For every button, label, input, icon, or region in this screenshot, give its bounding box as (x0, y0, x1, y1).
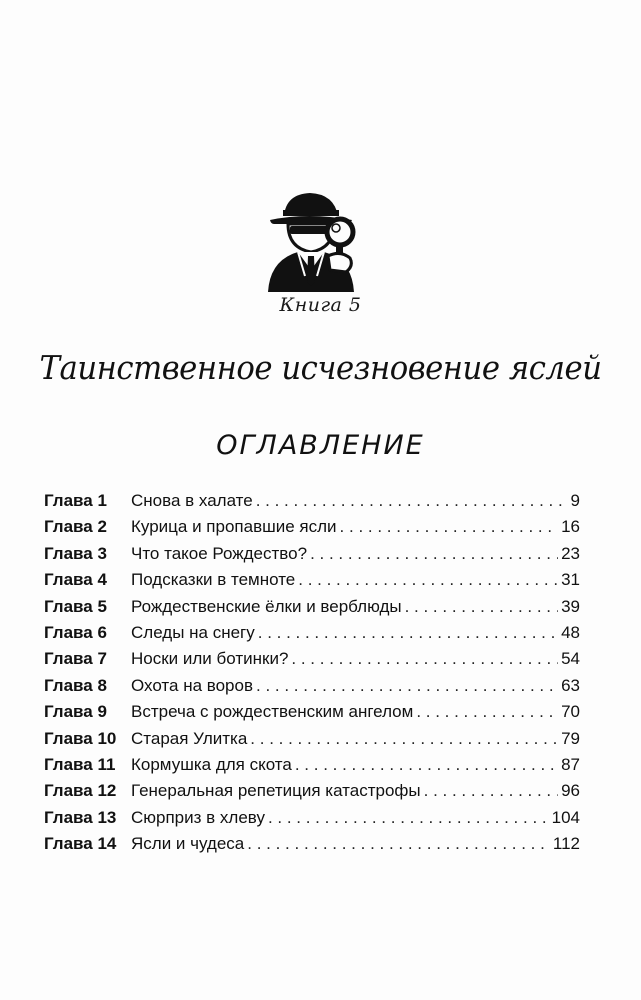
book-number-label: Книга 5 (279, 294, 362, 316)
table-of-contents (44, 488, 580, 857)
toc-page-number: 23 (561, 543, 580, 563)
toc-title: Ясли и чудеса (131, 834, 245, 854)
toc-chapter: Глава 2 (44, 517, 107, 537)
toc-row (44, 541, 580, 567)
toc-row (44, 778, 580, 804)
toc-leader-dots (268, 805, 549, 831)
toc-leader-dots (258, 620, 558, 646)
toc-title: Генеральная репетиция катастрофы (131, 781, 421, 801)
toc-chapter: Глава 10 (44, 728, 117, 748)
toc-chapter: Глава 7 (44, 649, 107, 669)
toc-page-number: 48 (561, 622, 580, 642)
toc-page-number: 31 (561, 570, 580, 590)
toc-leader-dots (295, 752, 558, 778)
toc-chapter: Глава 1 (44, 491, 107, 510)
toc-title: Охота на воров (131, 675, 253, 695)
toc-chapter: Глава 3 (44, 543, 107, 563)
detective-icon (258, 186, 366, 294)
toc-title: Встреча с рождественским ангелом (131, 702, 414, 722)
toc-leader-dots (256, 673, 558, 699)
toc-title: Старая Улитка (131, 728, 248, 748)
toc-page-number: 79 (561, 728, 580, 748)
toc-leader-dots (256, 488, 568, 514)
toc-leader-dots (298, 567, 558, 593)
toc-leader-dots (250, 726, 558, 752)
toc-chapter: Глава 4 (44, 570, 107, 590)
toc-page-number: 63 (561, 675, 580, 695)
toc-page-number: 39 (561, 596, 580, 616)
toc-leader-dots (247, 831, 550, 857)
toc-page-number: 104 (551, 807, 580, 827)
toc-title: Подсказки в темноте (131, 570, 296, 590)
toc-page-number: 96 (561, 781, 580, 801)
toc-title: Курица и пропавшие ясли (131, 517, 337, 537)
toc-leader-dots (405, 594, 558, 620)
toc-row (44, 514, 580, 540)
toc-chapter: Глава 11 (44, 754, 116, 774)
toc-page-number: 112 (552, 834, 580, 854)
toc-chapter: Глава 14 (44, 834, 117, 854)
toc-row (44, 488, 580, 514)
toc-leader-dots (291, 646, 558, 672)
toc-row (44, 752, 580, 778)
toc-row (44, 673, 580, 699)
toc-chapter: Глава 12 (44, 781, 117, 801)
toc-row (44, 594, 580, 620)
book-title: Таинственное исчезновение яслей (39, 348, 602, 387)
toc-leader-dots (424, 778, 558, 804)
toc-chapter: Глава 9 (44, 702, 107, 722)
toc-title: Что такое Рождество? (131, 543, 308, 563)
toc-page-number: 70 (561, 702, 580, 722)
toc-title: Следы на снегу (131, 622, 255, 642)
toc-leader-dots (310, 541, 558, 567)
toc-title: Сюрприз в хлеву (131, 807, 265, 827)
toc-chapter: Глава 6 (44, 622, 107, 642)
toc-chapter: Глава 13 (44, 807, 117, 827)
toc-page-number: 87 (561, 754, 580, 774)
toc-row (44, 726, 580, 752)
toc-row (44, 699, 580, 725)
toc-row (44, 567, 580, 593)
toc-chapter: Глава 5 (44, 596, 107, 616)
toc-heading: ОГЛАВЛЕНИЕ (216, 430, 425, 461)
toc-title: Носки или ботинки? (131, 649, 289, 669)
toc-page-number: 16 (561, 517, 580, 537)
toc-chapter: Глава 8 (44, 675, 107, 695)
toc-row (44, 805, 580, 831)
toc-title: Снова в халате (131, 491, 253, 510)
toc-page-number: 54 (561, 649, 580, 669)
toc-leader-dots (416, 699, 558, 725)
toc-row (44, 831, 580, 857)
toc-row (44, 646, 580, 672)
toc-row (44, 620, 580, 646)
toc-title: Кормушка для скота (131, 754, 292, 774)
toc-page-number: 9 (570, 491, 580, 510)
toc-title: Рождественские ёлки и верблюды (131, 596, 402, 616)
toc-leader-dots (340, 514, 559, 540)
